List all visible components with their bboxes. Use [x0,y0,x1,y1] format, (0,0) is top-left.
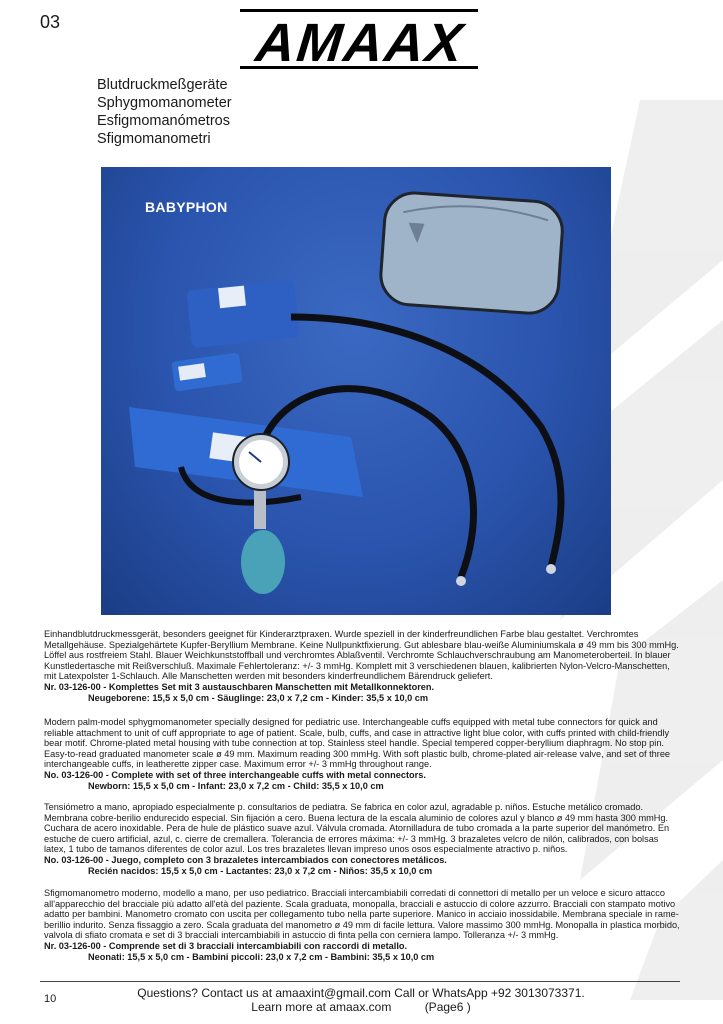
section-german [44,629,680,703]
contact-line: Questions? Contact us at amaaxint@gmail.com Call or WhatsApp +92 3013073371. [137,986,585,1000]
title-spanish: Esfigmomanómetros [97,113,230,129]
sizes-italian: Neonati: 15,5 x 5,0 cm - Bambini piccoli: 23,0 x 7,2 cm - Bambini: 35,5 x 10,0 cm [88,951,435,962]
product-name-label: BABYPHON [145,199,228,215]
footer-divider [40,981,680,982]
zipper-case [379,191,564,315]
section-english [44,717,680,791]
product-titles [97,76,232,148]
spec-italian: Nr. 03-126-00 - Comprende set di 3 bracciali intercambiabili con raccordi di metallo. [44,940,408,951]
amaax-logo [236,6,482,74]
svg-text:AMAAX: AMAAX [253,13,468,73]
sizes-spanish: Recién nacidos: 15,5 x 5,0 cm - Lactantes: 23,0 x 7,2 cm - Niños: 35,5 x 10,0 cm [88,865,433,876]
page-number: 10 [44,993,57,1005]
spec-english: No. 03-126-00 - Complete with set of three interchangeable cuffs with metal connectors. [44,769,426,780]
section-spanish [44,802,680,876]
title-german: Blutdruckmeßgeräte [97,77,228,93]
page-reference: (Page6 ) [424,1000,471,1014]
product-illustration [101,167,611,615]
cuff-small [171,352,243,391]
learn-more-link[interactable]: Learn more at amaax.com [251,1000,392,1014]
cuff-large [186,279,299,348]
description-spanish: Tensiómetro a mano, apropiado especialmente p. consultarios de pediatra. Se fabrica en color azul, agradable p. niños. Estuche metálico cromado. Membrana cobre-berilio endurecido especial. Sin fijación a cero. Buena lectura de la escala aluminio de colores azul y blanco ø 49 mm hasta 300 mmHg. Cuchara de acero inoxidable. Pera de hule de plástico suave azul. Válvula cromada. Atornilladura de tubo cromada a la parte superior del manómetro. En estuche de cuero artificial, azul, c. cierre de cremallera. Tolerancia de errores máxima: +/- 3 mmHg. 3 brazaletes velcro de nilón, calibrados, con bolsas latex, 1 tubo de tamanos diferentes de color azul. Los tres brazaletes llevan impreso unos osos especialmente atractivo p. niños. [44,802,670,855]
learn-more-line [126,1000,596,1014]
description-english: Modern palm-model sphygmomanometer specially designed for pediatric use. Interchangeable cuffs equipped with metal tube connectors for quick and reliable attachment to unit of cuff appropriate to age of patient. Scale, bulb, cuffs, and case in attractive light blue color, with cuffs printed with child-friendly bear motif. Chrome-plated metal housing with tube connection at top. Stainless steel handle. Special tempered copper-beryllium diaphragm. No stop pin. Easy-to-read graduated manometer scale ø 49 mm. Maximum reading 300 mmHg. With soft plastic bulb, chrome-plated air-release valve, and set of three interchangeable cuffs, in leatherette zipper case. Maximum error +/- 3 mmHg throughout range. [44,717,671,770]
description-italian: Sfigmomanometro moderno, modello a mano, per uso pediatrico. Bracciali intercambiabili corredati di connettori di metallo per un veloce e sicuro attacco all'apparecchio del bracciale più adatto all'età del paziente. Scala graduata, monopalla, bracciali e astuccio di colore azzurro. Bracciali con stampato motivo adatto per bambini. Manometro cromato con uscita per collegamento tubo nella parte superiore. Manico in acciaio inossidabile. Membrana speciale in rame-berillio indurito. Senza fissaggio a zero. Scala graduata del manometro ø 49 mm di facile lettura. Valore massimo 300 mmHg. Monopalla in plastica morbido, valvola di sfiato cromata e set di 3 bracciali intercambiabili in astuccio di finta pella con cerniera lampo. Tolleranza +/- 3 mmHg. [44,888,680,941]
manometer-gauge [233,434,289,594]
title-italian: Sfigmomanometri [97,131,211,147]
description-german: Einhandblutdruckmessgerät, besonders geeignet für Kinderarztpraxen. Wurde speziell in der kinderfreundlichen Farbe blau gestaltet. Verchromtes Metallgehäuse. Spezialgehärtete Kupfer-Beryllium Membrane. Keine Nullpunktfixierung. Gut ablesbare blau-weiße Aluminiumskala ø 49 mm bis 300 mmHg. Löffel aus rostfreiem Stahl. Blauer Weichkunststoffball und verchromtes Ablaßventil. Verchromte Schlauchverschraubung am Manometeroberteil. In blauer Kunstledertasche mit Reißverschluß. Maximale Fehlertoleranz: +/- 3 mmHg. Komplett mit 3 verschiedenen blauen, kalibrierten Nylon-Velcro-Manschetten, mit Latexpolster 1-Schlauch. Alle Manschetten werden mit besonders kinderfreundlichem Bärendruck geliefert. [44,629,679,682]
title-english: Sphygmomanometer [97,95,232,111]
product-photo [101,167,611,615]
spec-spanish: No. 03-126-00 - Juego, completo con 3 brazaletes intercambiados con conectores metálicos. [44,854,447,865]
spec-german: Nr. 03-126-00 - Komplettes Set mit 3 austauschbaren Manschetten mit Metallkonnektoren. [44,681,435,692]
page-code: 03 [40,12,61,32]
section-italian [44,888,680,962]
sizes-english: Newborn: 15,5 x 5,0 cm - Infant: 23,0 x 7,2 cm - Child: 35,5 x 10,0 cm [88,780,384,791]
footer-contact [126,986,596,1014]
sizes-german: Neugeborene: 15,5 x 5,0 cm - Säuglinge: 23,0 x 7,2 cm - Kinder: 35,5 x 10,0 cm [88,692,429,703]
